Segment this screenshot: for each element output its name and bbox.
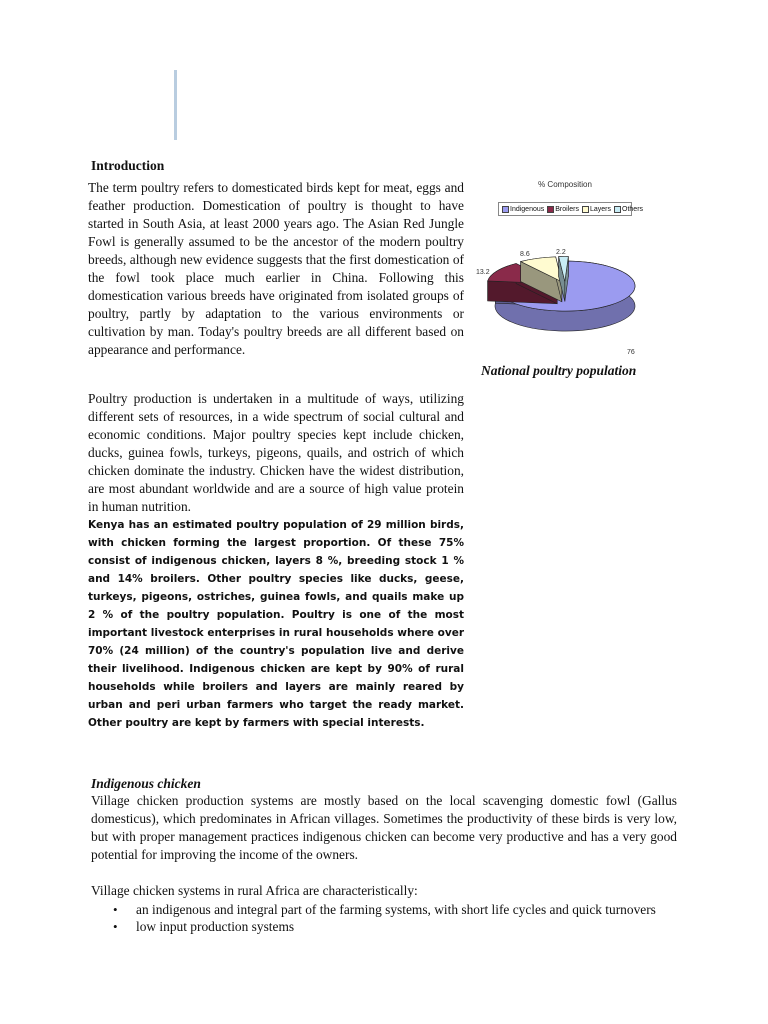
characteristics-list — [113, 901, 677, 935]
legend-item-others — [614, 206, 643, 213]
legend-item-indigenous — [502, 206, 544, 213]
pie-data-label: 2.2 — [556, 249, 566, 256]
pie-chart — [470, 236, 660, 361]
intro-paragraph-1: The term poultry refers to domesticated birds kept for meat, eggs and feather production. Domestication of poultry is thought to have started in South Asia, at least 2000 years ago. The Asian Red Jungle Fowl is generally assumed to be the ancestor of the modern poultry breeds, although new evidence suggests that the first domestication of the fowl took place much earlier in China. Following this domestication various breeds have originated from isolated groups of poultry, partly by adaptation to the various environments or cultivation by man. Today's poultry breeds are all different based on appearance and performance. — [88, 180, 464, 357]
pie-data-label: 13.2 — [476, 269, 490, 276]
list-item: • an indigenous and integral part of the farming systems, with short life cycles and quick turnovers — [113, 901, 677, 918]
legend-swatch — [582, 206, 589, 213]
legend-item-broilers — [547, 206, 579, 213]
intro-paragraph-3-kenya: Kenya has an estimated poultry population of 29 million birds, with chicken forming the largest proportion. Of these 75% consist of indigenous chicken, layers 8 %, breeding stock 1 % and 14% broilers. Other poultry species like ducks, geese, turkeys, pigeons, ostriches, guinea fowls, and quails make up 2 % of the poultry population. Poultry is one of the most important livestock enterprises in rural households where over 70% (24 million) of the country's population live and derive their livelihood. Indigenous chicken are kept by 90% of rural households while broilers and layers are mainly reared by urban and peri urban farmers who target the ready market. Other poultry are kept by farmers with special interests. — [88, 519, 464, 729]
chart-title: % Composition — [538, 180, 592, 189]
legend-item-layers — [582, 206, 611, 213]
legend-label: Layers — [590, 205, 612, 213]
pie-data-label: 8.6 — [520, 251, 530, 258]
legend-label: Others — [622, 205, 644, 213]
intro-paragraph-2: Poultry production is undertaken in a multitude of ways, utilizing different sets of resources, in a wide spectrum of social cultural and economic conditions. Major poultry species kept include chicken, ducks, guinea fowls, turkeys, pigeons, quails, and ostrich of which chicken dominate the industry. Chicken have the widest distribution, are most abundant worldwide and are a source of high value protein in human nutrition. — [88, 391, 464, 514]
indigenous-paragraph-2: Village chicken systems in rural Africa are characteristically: — [91, 883, 418, 898]
pie-data-label: 76 — [627, 349, 635, 356]
legend-swatch — [502, 206, 509, 213]
introduction-heading: Introduction — [91, 158, 165, 173]
indigenous-paragraph-1: Village chicken production systems are mostly based on the local scavenging domestic fowl (Gallus domesticus), which predominates in African villages. Sometimes the productivity of these birds is very low, but with proper management practices indigenous chicken can become very productive and has a very good potential for improving the income of the owners. — [91, 793, 677, 862]
legend-label: Broilers — [555, 205, 579, 213]
chart-legend — [498, 202, 644, 216]
legend-label: Indigenous — [510, 205, 545, 213]
figure-caption: National poultry population — [481, 363, 637, 378]
production-body — [88, 390, 464, 732]
indigenous-heading: Indigenous chicken — [91, 776, 201, 791]
introduction-body — [88, 179, 464, 359]
list-item: • low input production systems — [113, 918, 677, 935]
legend-swatch — [614, 206, 621, 213]
indigenous-section — [91, 776, 677, 900]
legend-swatch — [547, 206, 554, 213]
header-accent-bar — [174, 70, 177, 140]
